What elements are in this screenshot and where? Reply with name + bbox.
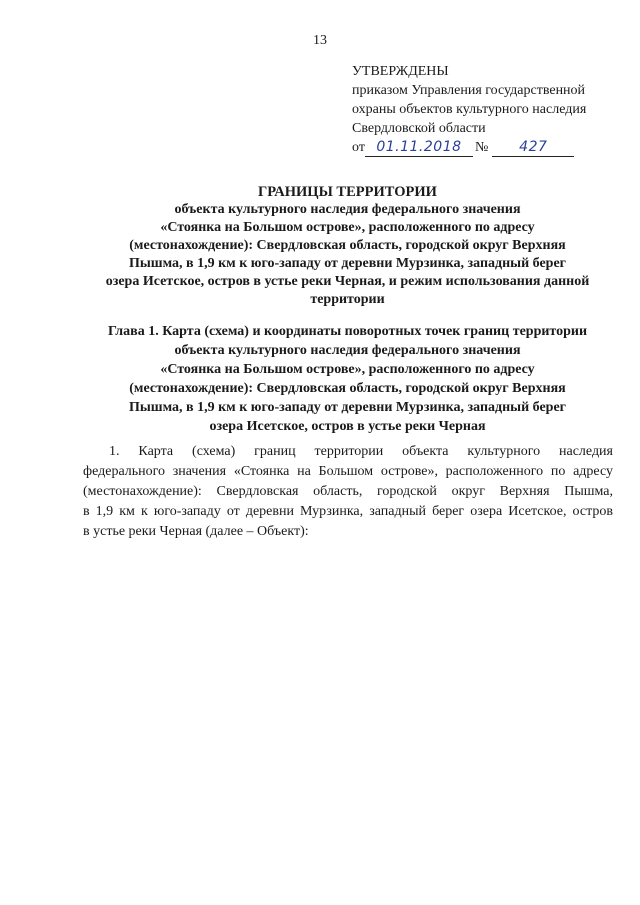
- approval-heading: УТВЕРЖДЕНЫ: [352, 64, 449, 79]
- chapter-line: Глава 1. Карта (схема) и координаты поворотных точек границ территории: [107, 324, 588, 339]
- date-field: [365, 140, 473, 157]
- title-line: озера Исетское, остров в устье реки Черная, и режим использования данной: [105, 274, 590, 289]
- paragraph-line: (местонахождение): Свердловская область, городской округ Верхняя Пышма,: [83, 484, 613, 499]
- date-prefix: от: [352, 140, 365, 155]
- handwritten-number: 427: [519, 139, 548, 155]
- document-title: [70, 183, 625, 309]
- title-line: Пышма, в 1,9 км к юго-западу от деревни Мурзинка, западный берег: [128, 256, 567, 271]
- paragraph-line: 1. Карта (схема) границ территории объекта культурного наследия: [109, 444, 613, 459]
- title-line: (местонахождение): Свердловская область, городской округ Верхняя: [129, 238, 566, 253]
- paragraph-line: федерального значения «Стоянка на Большом острове», расположенного по адресу: [83, 464, 613, 479]
- number-sign: №: [474, 140, 489, 155]
- approval-line: приказом Управления государственной: [352, 83, 586, 98]
- approval-date-row: [352, 138, 627, 157]
- handwritten-date: 01.11.2018: [376, 139, 462, 155]
- chapter-line: объекта культурного наследия федерального значения: [174, 343, 521, 358]
- chapter-heading: [70, 322, 625, 436]
- body-paragraph: [83, 442, 613, 542]
- approval-line: Свердловской области: [352, 121, 486, 136]
- chapter-line: (местонахождение): Свердловская область, городской округ Верхняя: [129, 381, 566, 396]
- title-line: объекта культурного наследия федерального значения: [174, 202, 521, 217]
- page-number: 13: [313, 33, 327, 48]
- chapter-line: озера Исетское, остров в устье реки Черная: [209, 419, 486, 434]
- title-line: территории: [310, 292, 385, 307]
- title-main: ГРАНИЦЫ ТЕРРИТОРИИ: [258, 184, 437, 200]
- title-line: «Стоянка на Большом острове», расположенного по адресу: [160, 220, 535, 235]
- approval-stamp: [352, 62, 627, 157]
- approval-line: охраны объектов культурного наследия: [352, 102, 587, 117]
- paragraph-line: в 1,9 км к юго-западу от деревни Мурзинка, западный берег озера Исетское, остров: [83, 504, 613, 519]
- chapter-line: «Стоянка на Большом острове», расположенного по адресу: [160, 362, 535, 377]
- paragraph-line: в устье реки Черная (далее – Объект):: [83, 524, 309, 539]
- number-field: [492, 140, 574, 157]
- chapter-line: Пышма, в 1,9 км к юго-западу от деревни Мурзинка, западный берег: [128, 400, 567, 415]
